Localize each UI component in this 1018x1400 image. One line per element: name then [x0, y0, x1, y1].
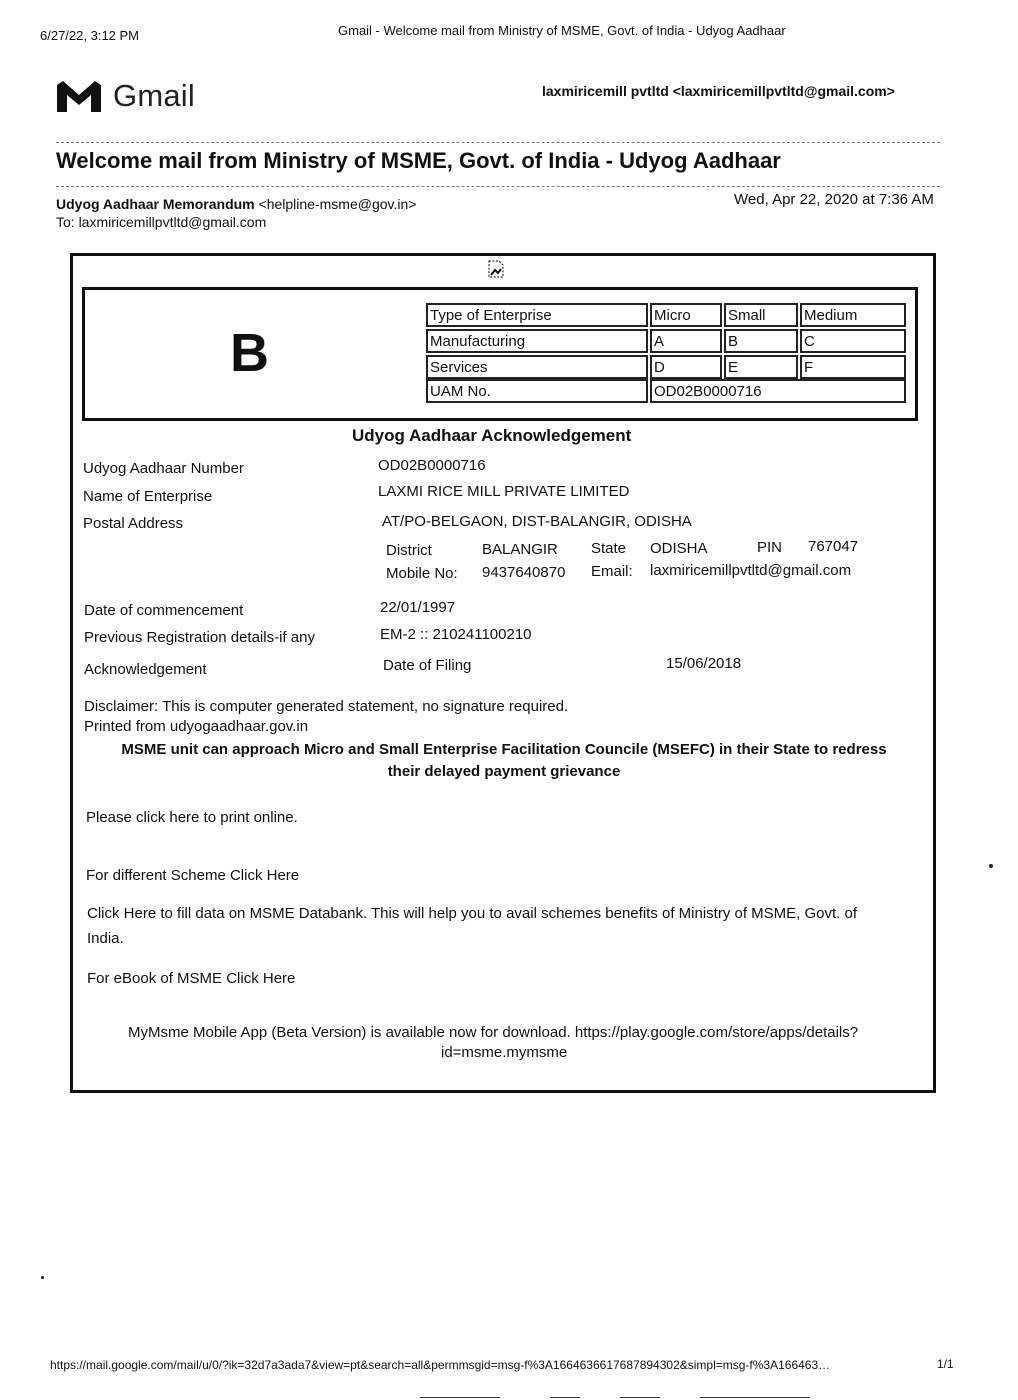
print-datetime: 6/27/22, 3:12 PM — [40, 28, 140, 43]
print-page-title: Gmail - Welcome mail from Ministry of MSME, Govt. of India - Udyog Aadhaar — [338, 23, 786, 38]
uan-label: Udyog Aadhaar Number — [83, 460, 244, 477]
ebook-link[interactable]: For eBook of MSME Click Here — [87, 970, 296, 987]
pin-label: PIN — [757, 539, 783, 556]
filing-value: 15/06/2018 — [666, 655, 742, 672]
pin-value: 767047 — [808, 538, 859, 555]
state-label: State — [591, 540, 627, 557]
email-value: laxmiricemillpvtltd@gmail.com — [650, 562, 852, 579]
table-cell: B — [724, 329, 798, 353]
email-date: Wed, Apr 22, 2020 at 7:36 AM — [734, 191, 934, 208]
scan-speck — [989, 864, 993, 868]
acknowledgement-title: Udyog Aadhaar Acknowledgement — [352, 426, 632, 445]
commencement-value: 22/01/1997 — [380, 599, 456, 616]
table-cell: Manufacturing — [426, 329, 648, 353]
gmail-wordmark: Gmail — [113, 78, 195, 113]
footer-rule — [550, 1397, 580, 1398]
table-cell: UAM No. — [426, 379, 648, 403]
databank-link[interactable]: Click Here to fill data on MSME Databank. This will help you to avail schemes benefits of Ministry of MSME, Govt. of — [87, 905, 858, 922]
footer-rule — [420, 1397, 500, 1398]
table-cell: A — [650, 329, 722, 353]
msefc-note-line2: their delayed payment grievance — [387, 763, 621, 780]
print-online-link[interactable]: Please click here to print online. — [86, 809, 298, 826]
databank-link-cont[interactable]: India. — [87, 930, 124, 947]
table-cell: Type of Enterprise — [426, 303, 648, 327]
sender-name: Udyog Aadhaar Memorandum — [56, 196, 255, 212]
gmail-logo — [55, 78, 195, 114]
address-label: Postal Address — [83, 515, 184, 532]
commencement-label: Date of commencement — [84, 602, 244, 619]
mobile-label: Mobile No: — [386, 565, 458, 582]
category-letter: B — [230, 323, 269, 383]
table-cell: C — [800, 329, 906, 353]
district-label: District — [386, 542, 432, 559]
prev-reg-label: Previous Registration details-if any — [84, 629, 315, 646]
app-download-link[interactable]: id=msme.mymsme — [441, 1044, 568, 1061]
table-cell: D — [650, 355, 722, 379]
state-value: ODISHA — [650, 540, 708, 557]
sender-line — [56, 196, 416, 212]
email-label: Email: — [591, 563, 633, 580]
scan-speck — [41, 1276, 44, 1279]
table-cell: OD02B0000716 — [650, 379, 906, 403]
table-cell: Micro — [650, 303, 722, 327]
print-footer-url: https://mail.google.com/mail/u/0/?ik=32d7a3ada7&view=pt&search=all&permmsgid=msg-f%3A1664636617687894302&simpl=msg-f%3A166463… — [50, 1358, 831, 1372]
app-download-text: MyMsme Mobile App (Beta Version) is available now for download. https://play.google.com/store/apps/details? — [128, 1024, 859, 1041]
footer-rule — [620, 1397, 660, 1398]
enterprise-label: Name of Enterprise — [83, 488, 213, 505]
msefc-note-line1: MSME unit can approach Micro and Small Enterprise Facilitation Councile (MSEFC) in their State to redress — [121, 741, 887, 758]
address-value: AT/PO-BELGAON, DIST-BALANGIR, ODISHA — [382, 513, 692, 530]
printed-from: Printed from udyogaadhaar.gov.in — [84, 718, 309, 735]
email-subject: Welcome mail from Ministry of MSME, Govt. of India - Udyog Aadhaar — [56, 148, 781, 173]
sender-email: <helpline-msme@gov.in> — [258, 196, 417, 212]
account-address: laxmiricemill pvtltd <laxmiricemillpvtltd@gmail.com> — [542, 83, 895, 99]
page-number: 1/1 — [937, 1357, 954, 1371]
table-cell: Services — [426, 355, 648, 379]
enterprise-value: LAXMI RICE MILL PRIVATE LIMITED — [378, 483, 630, 500]
scheme-link[interactable]: For different Scheme Click Here — [86, 867, 300, 884]
recipient: To: laxmiricemillpvtltd@gmail.com — [56, 214, 267, 230]
broken-image-icon — [486, 259, 506, 279]
uan-value: OD02B0000716 — [378, 457, 486, 474]
divider — [56, 186, 940, 187]
divider — [56, 142, 940, 143]
table-cell: F — [800, 355, 906, 379]
district-value: BALANGIR — [482, 541, 558, 558]
filing-label: Date of Filing — [383, 657, 472, 674]
table-cell: Medium — [800, 303, 906, 327]
footer-rule — [700, 1397, 810, 1398]
mobile-value: 9437640870 — [482, 564, 566, 581]
disclaimer-line: Disclaimer: This is computer generated statement, no signature required. — [84, 698, 569, 715]
table-cell: E — [724, 355, 798, 379]
prev-reg-value: EM-2 :: 210241100210 — [380, 626, 532, 643]
ack-label: Acknowledgement — [84, 661, 207, 678]
table-cell: Small — [724, 303, 798, 327]
gmail-m-icon — [55, 79, 103, 113]
